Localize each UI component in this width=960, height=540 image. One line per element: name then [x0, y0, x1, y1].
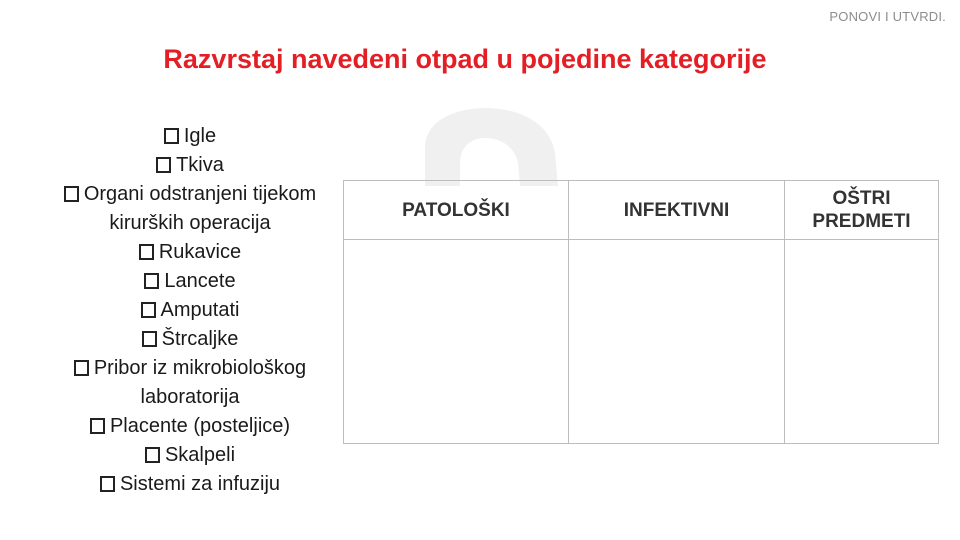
- list-item: [30, 151, 350, 180]
- checkbox-icon[interactable]: [74, 360, 89, 376]
- list-item-label-continued: laboratorija: [140, 386, 240, 408]
- list-item: [30, 180, 350, 238]
- header-label: PATOLOŠKI: [402, 199, 510, 221]
- list-item: [30, 122, 350, 151]
- checkbox-icon[interactable]: [100, 476, 115, 492]
- list-item-label: Organi odstranjeni tijekom: [83, 183, 317, 205]
- question-mark-icon: [400, 108, 570, 188]
- list-item-label: Skalpeli: [164, 444, 236, 466]
- list-item-label-continued: kirurških operacija: [109, 212, 271, 234]
- list-item-label: Placente (posteljice): [109, 415, 291, 437]
- drop-cell-pathological[interactable]: [344, 240, 569, 444]
- list-item-label: Pribor iz mikrobiološkog: [93, 357, 307, 379]
- list-item-label: Igle: [183, 125, 217, 147]
- checkbox-icon[interactable]: [156, 157, 171, 173]
- list-item-label: Lancete: [164, 270, 236, 292]
- list-item: [30, 470, 350, 499]
- list-item: [30, 412, 350, 441]
- header-label-continued: PREDMETI: [812, 211, 911, 232]
- list-item: [30, 441, 350, 470]
- list-item-label: Štrcaljke: [161, 328, 239, 350]
- list-item: [30, 354, 350, 412]
- list-item-label: Tkiva: [176, 154, 224, 176]
- header-label: INFEKTIVNI: [623, 199, 730, 221]
- drop-cell-infective[interactable]: [569, 240, 785, 444]
- checkbox-icon[interactable]: [145, 447, 160, 463]
- header-label: OŠTRI: [832, 188, 891, 209]
- waste-items-list: [30, 122, 350, 499]
- header-pathological: [344, 181, 569, 240]
- checkbox-icon[interactable]: [139, 244, 154, 260]
- checkbox-icon[interactable]: [64, 186, 79, 202]
- drop-cell-sharps[interactable]: [785, 240, 939, 444]
- checkbox-icon[interactable]: [142, 331, 157, 347]
- header-infective: [569, 181, 785, 240]
- list-item-label: Sistemi za infuziju: [119, 473, 281, 495]
- header-sharps: [785, 181, 939, 240]
- page-title: Razvrstaj navedeni otpad u pojedine kategorije: [163, 44, 767, 74]
- list-item: [30, 238, 350, 267]
- categories-table: [343, 180, 935, 442]
- corner-label: PONOVI I UTVRDI.: [829, 9, 946, 24]
- list-item-label: Amputati: [160, 299, 240, 321]
- list-item-label: Rukavice: [158, 241, 242, 263]
- list-item: [30, 267, 350, 296]
- checkbox-icon[interactable]: [90, 418, 105, 434]
- list-item: [30, 296, 350, 325]
- checkbox-icon[interactable]: [164, 128, 179, 144]
- checkbox-icon[interactable]: [141, 302, 156, 318]
- list-item: [30, 325, 350, 354]
- checkbox-icon[interactable]: [144, 273, 159, 289]
